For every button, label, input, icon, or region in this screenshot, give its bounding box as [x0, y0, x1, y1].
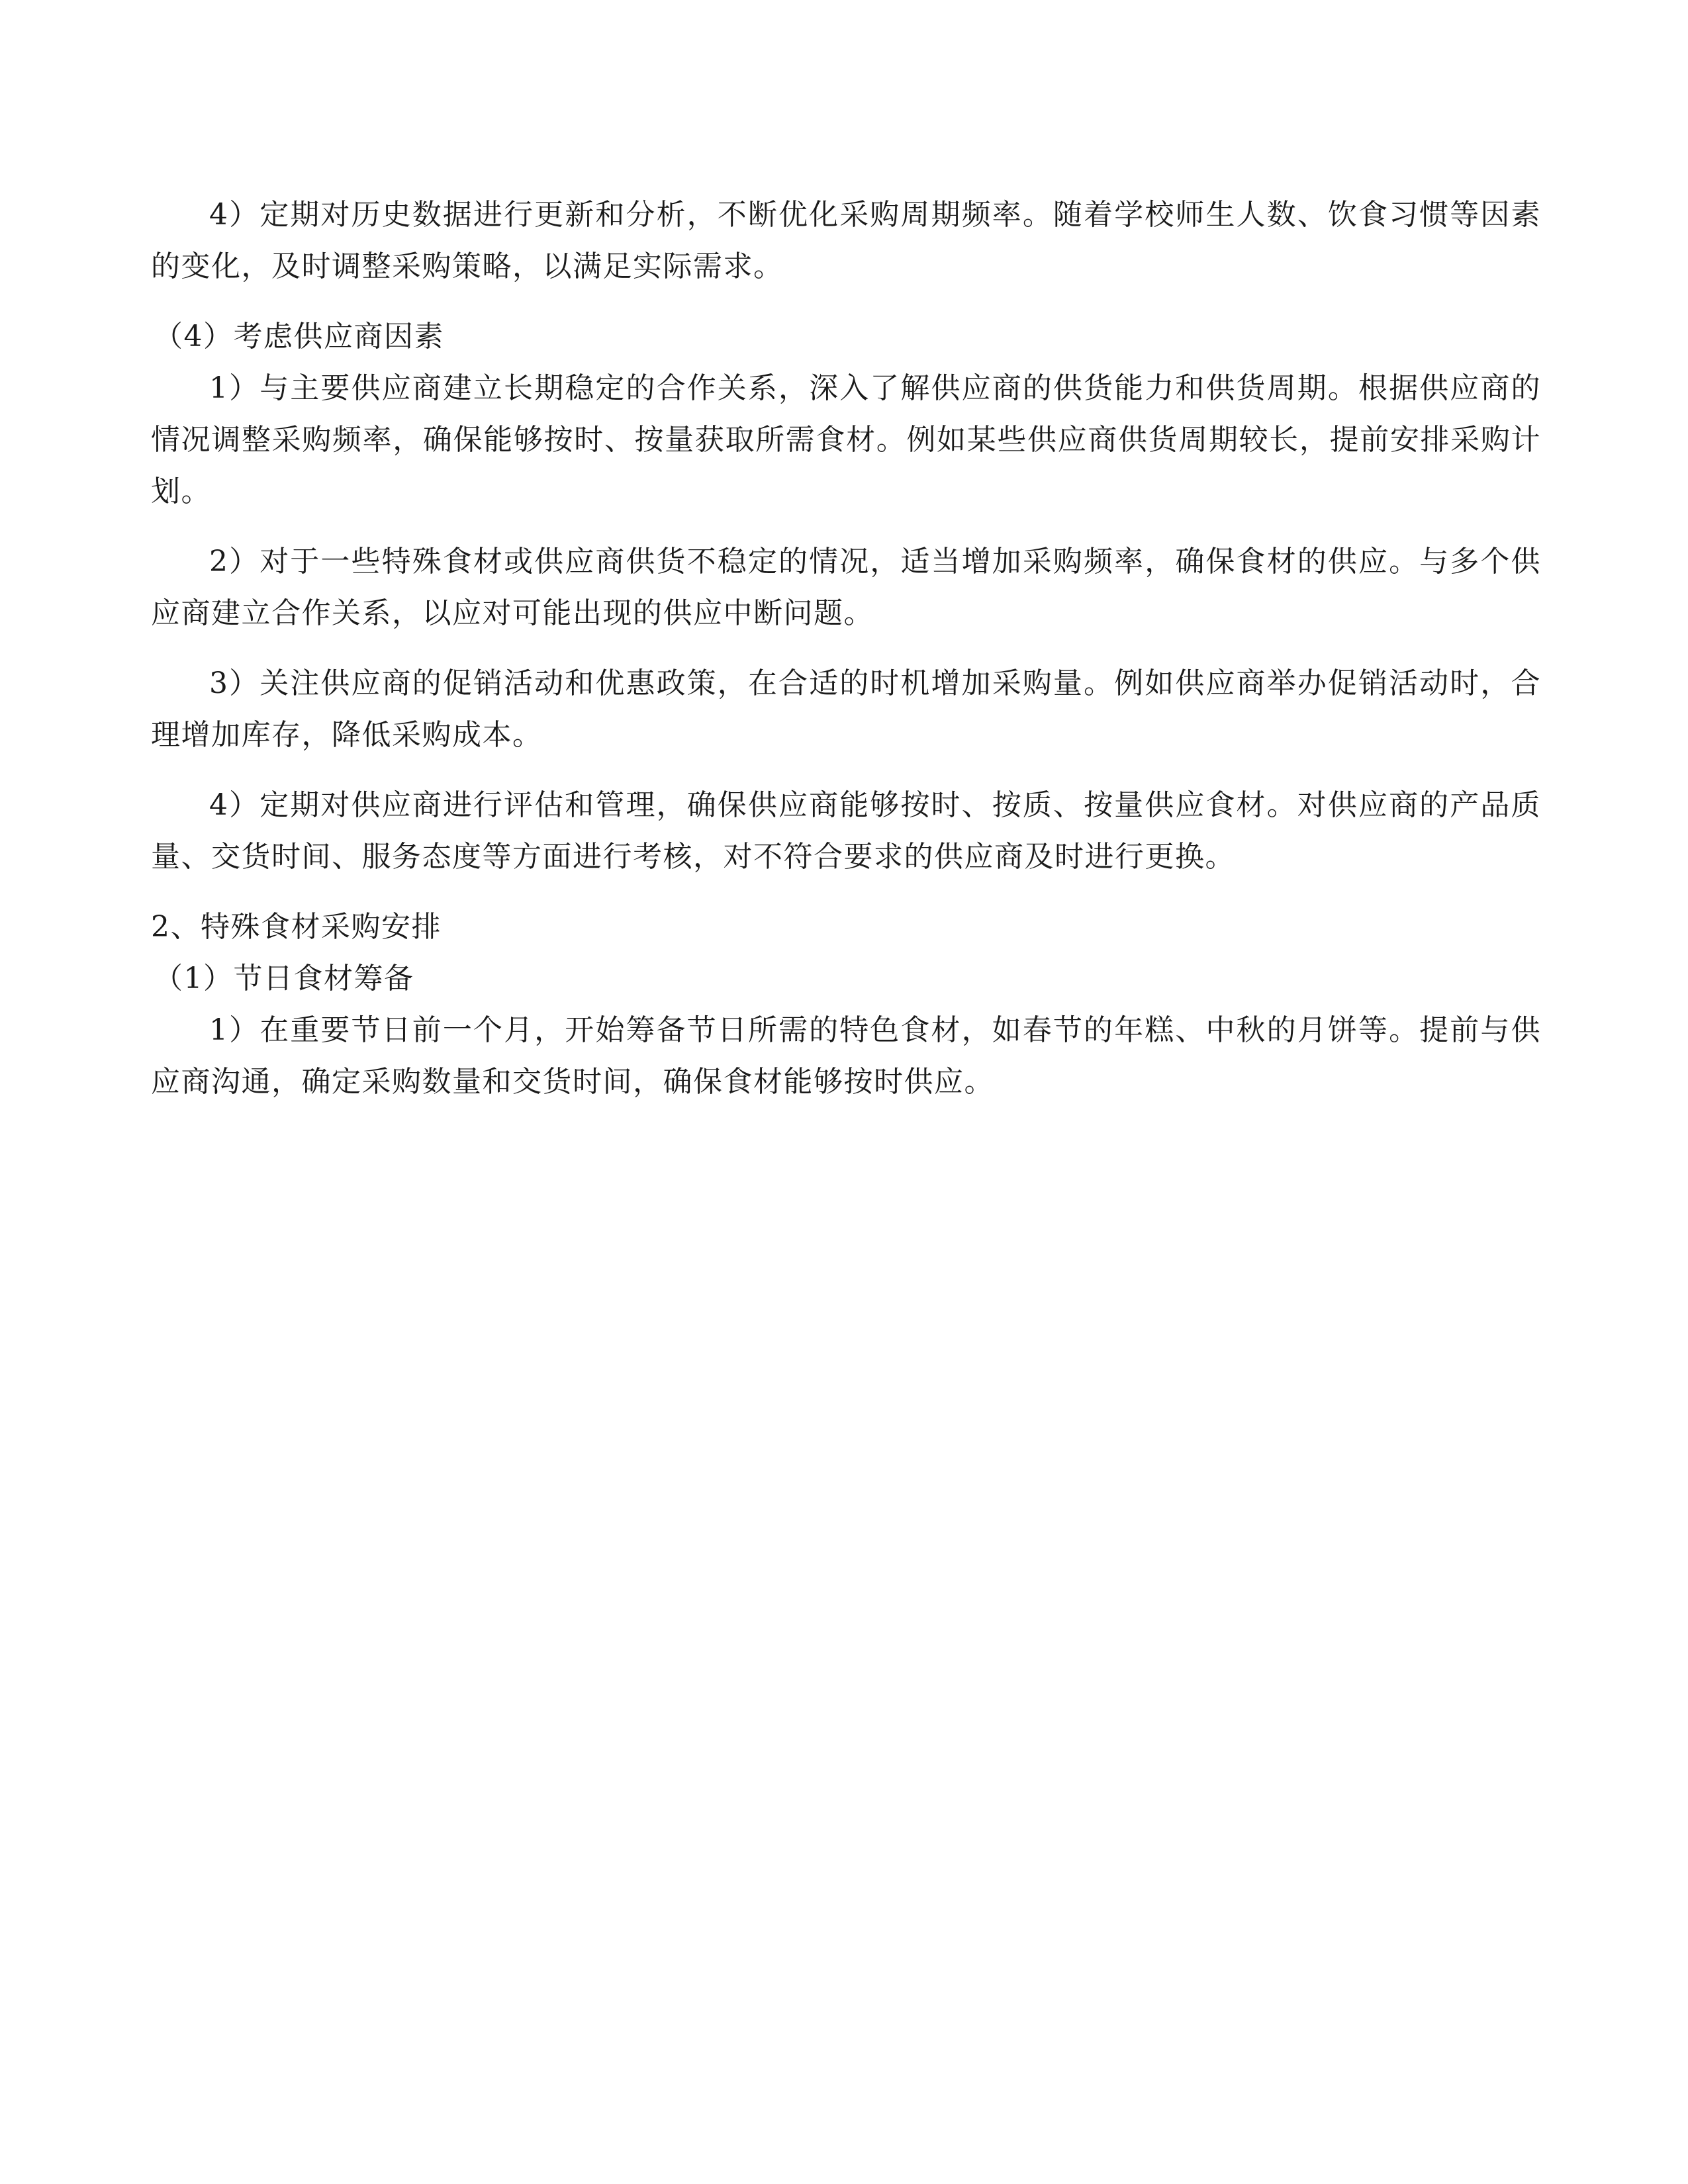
paragraph-supplier-4: 4）定期对供应商进行评估和管理，确保供应商能够按时、按质、按量供应食材。对供应商的产品质量、交货时间、服务态度等方面进行考核，对不符合要求的供应商及时进行更换。: [151, 788, 1541, 874]
heading-holiday-ingredients: （1）节日食材筹备: [154, 962, 414, 995]
paragraph-history-data-analysis: 4）定期对历史数据进行更新和分析，不断优化采购周期频率。随着学校师生人数、饮食习惯等因素的变化，及时调整采购策略，以满足实际需求。: [151, 198, 1541, 283]
heading-supplier-factors: （4）考虑供应商因素: [154, 320, 444, 353]
paragraph-holiday-1: 1）在重要节日前一个月，开始筹备节日所需的特色食材，如春节的年糕、中秋的月饼等。提前与供应商沟通，确定采购数量和交货时间，确保食材能够按时供应。: [151, 1013, 1541, 1099]
paragraph-supplier-3: 3）关注供应商的促销活动和优惠政策，在合适的时机增加采购量。例如供应商举办促销活动时，合理增加库存，降低采购成本。: [151, 666, 1541, 752]
heading-special-ingredients: 2、特殊食材采购安排: [151, 910, 442, 944]
document-body: [151, 189, 1541, 1126]
paragraph-supplier-2: 2）对于一些特殊食材或供应商供货不稳定的情况，适当增加采购频率，确保食材的供应。与多个供应商建立合作关系，以应对可能出现的供应中断问题。: [151, 545, 1541, 630]
paragraph-supplier-1: 1）与主要供应商建立长期稳定的合作关系，深入了解供应商的供货能力和供货周期。根据供应商的情况调整采购频率，确保能够按时、按量获取所需食材。例如某些供应商供货周期较长，提前安排采购计划。: [151, 371, 1541, 508]
